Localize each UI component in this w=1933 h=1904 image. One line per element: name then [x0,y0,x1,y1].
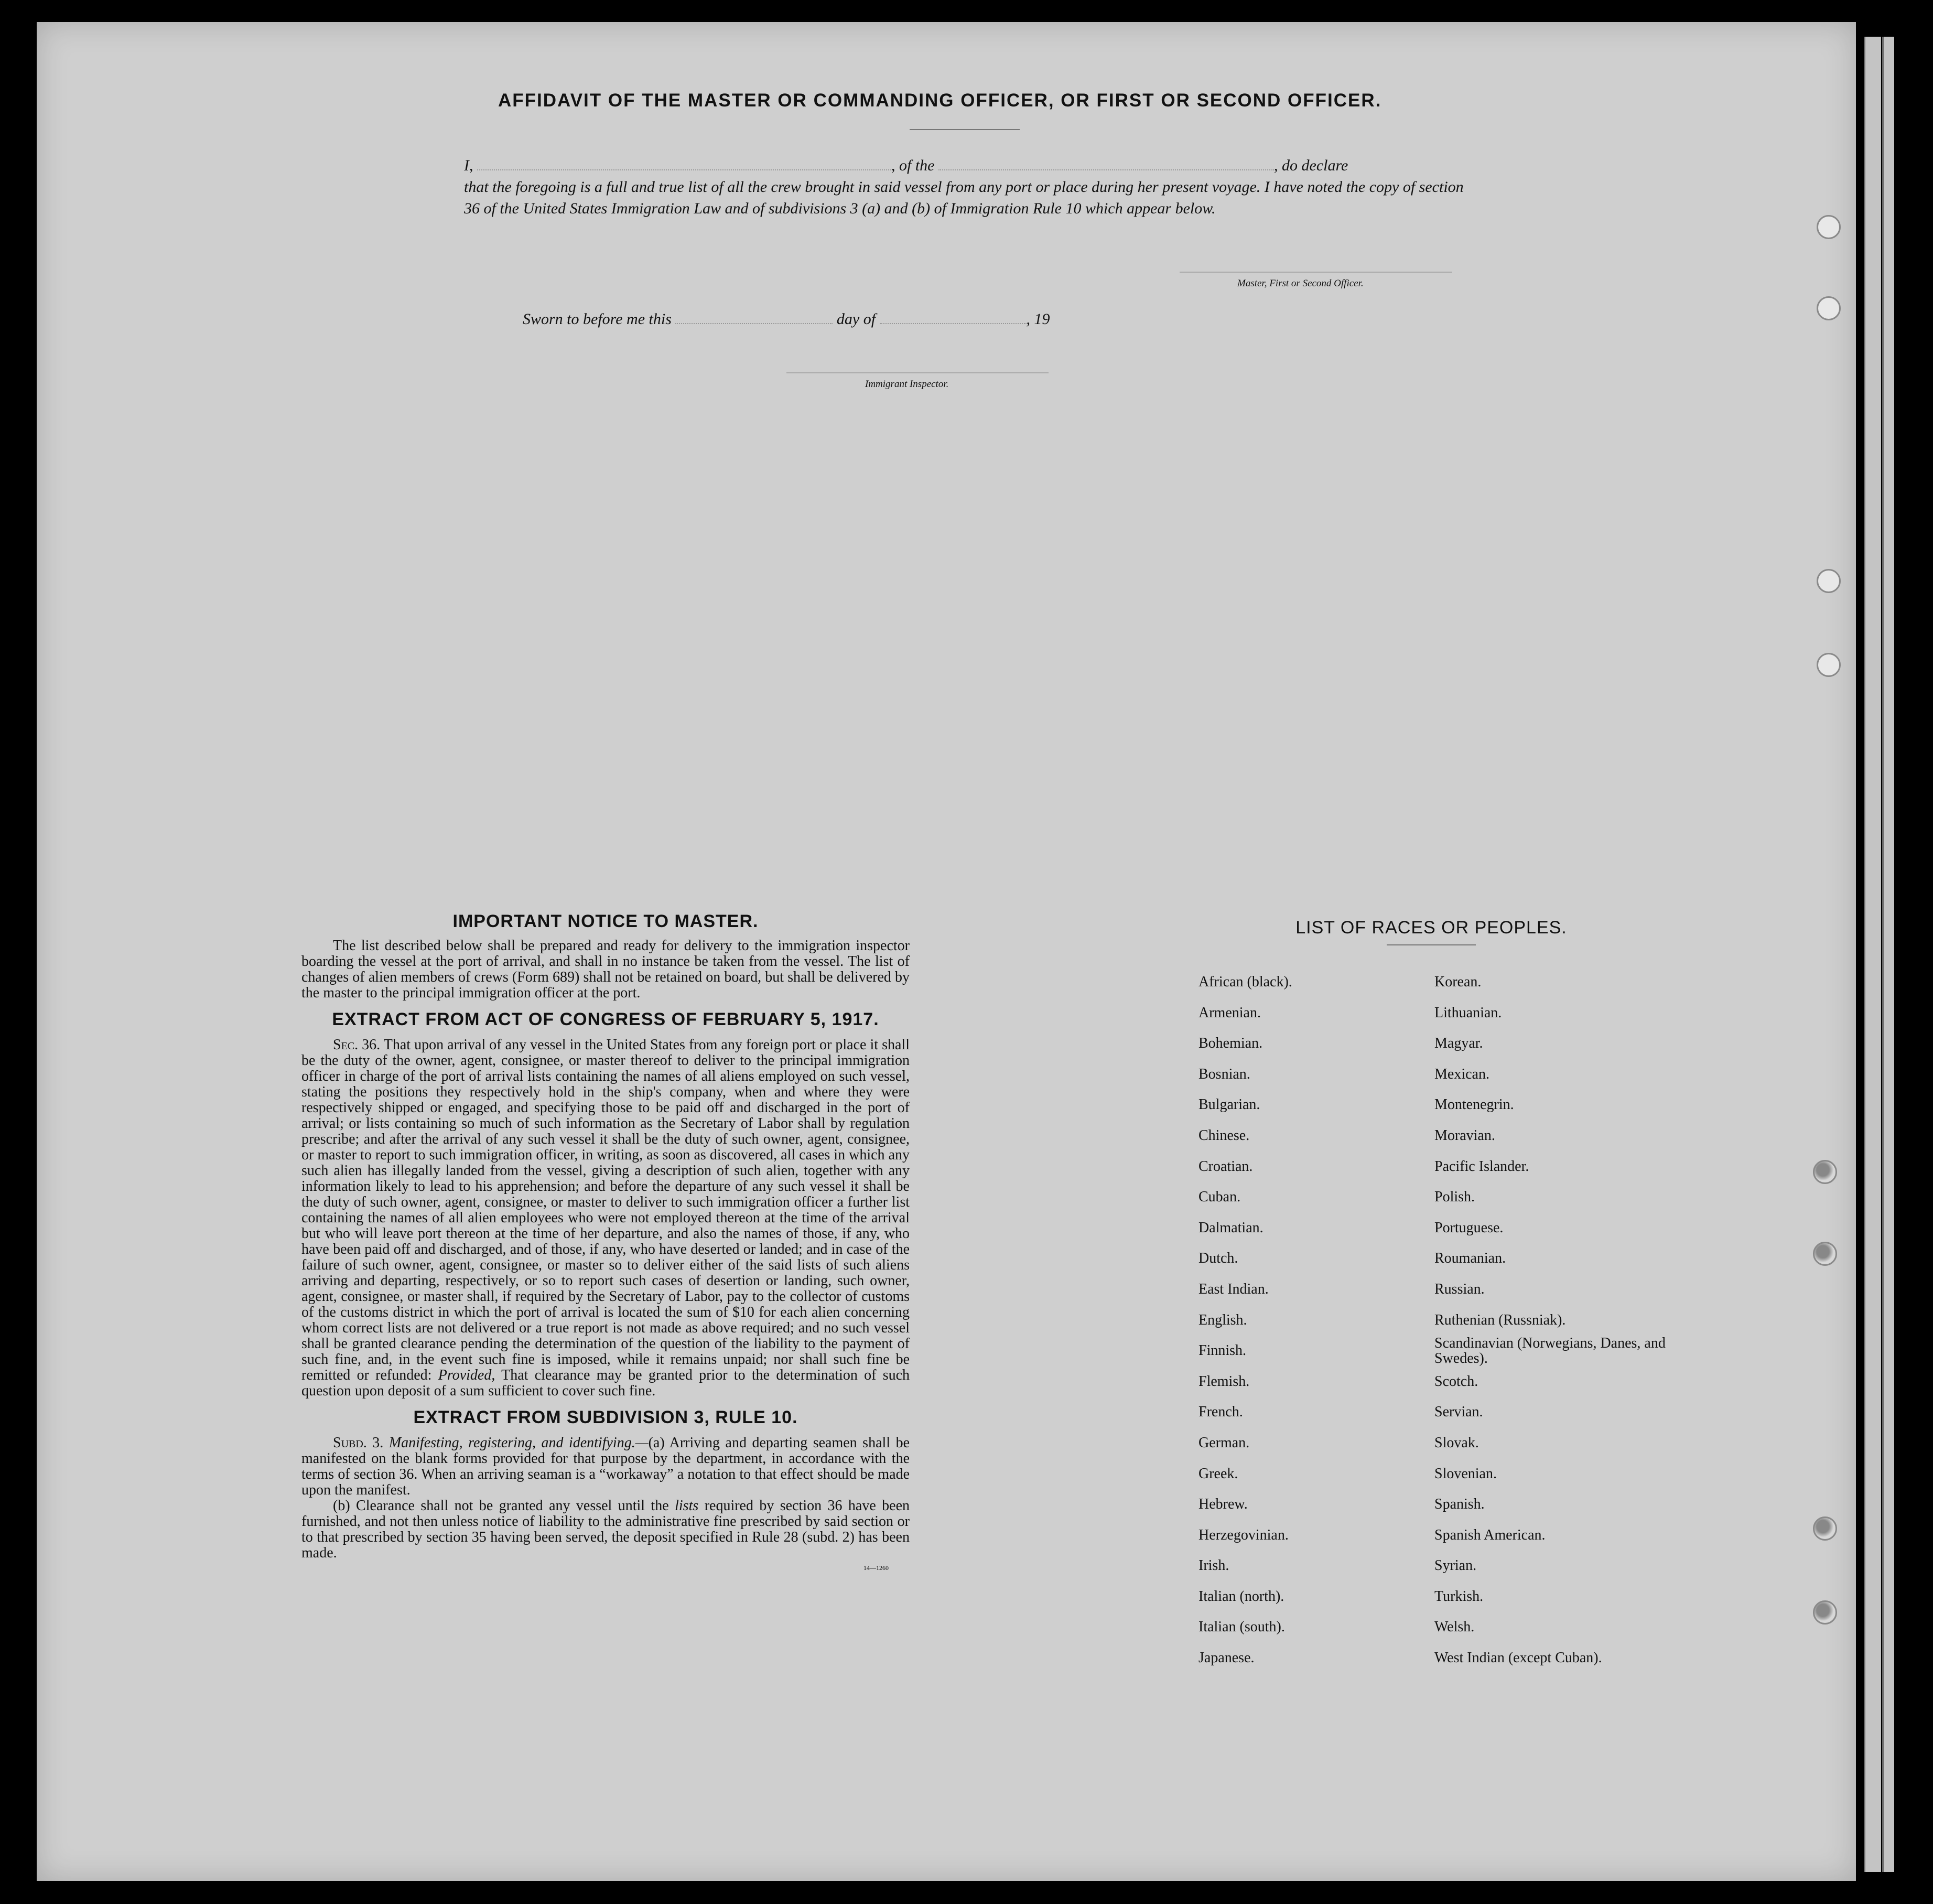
name-blank[interactable] [477,158,891,170]
affidavit-statement: that the foregoing is a full and true list of all the crew brought in said vessel from any port or place during her present voyage. I have noted the copy of section 36 of the United States Immigration Law and of subdivisions 3 (a) and (b) of Immigration Rule 10 which appear below. [464,178,1464,217]
signature-line[interactable] [1180,272,1452,273]
extract-rule-title: EXTRACT FROM SUBDIVISION 3, RULE 10. [413,1407,798,1427]
race-item: Bohemian. [1198,1035,1263,1052]
race-item: Greek. [1198,1465,1238,1482]
form-number: 14—1260 [863,1564,889,1572]
race-item: Portuguese. [1434,1219,1504,1236]
race-item: Flemish. [1198,1373,1250,1390]
binder-hole-icon [1813,1160,1837,1184]
race-item: Bulgarian. [1198,1096,1260,1113]
race-item: Armenian. [1198,1004,1261,1021]
race-item: Spanish American. [1434,1526,1546,1543]
title-divider [910,129,1020,130]
race-item: Korean. [1434,974,1482,990]
binder-hole-icon [1813,1516,1837,1541]
subdivision-b-text [301,1498,910,1561]
sworn-label: Sworn to before me this [523,310,672,328]
notice-title: IMPORTANT NOTICE TO MASTER. [452,911,759,931]
subd-para-b-end: required by section 36 have been furnished, and not then unless notice of liability to the administrative fine prescribed by said section or to that prescribed by section 35 having been served, the deposit specified in Rule 28 (subd. 2) has been made. [301,1498,910,1561]
race-item: Scotch. [1434,1373,1478,1390]
subd-heading: Manifesting, registering, and identifying.— [388,1435,649,1451]
races-right-column [1434,967,1676,1674]
race-item: Scandinavian (Norwegians, Danes, and Swedes). [1434,1335,1666,1367]
race-item: Cuban. [1198,1189,1241,1206]
race-item: Magyar. [1434,1035,1483,1052]
race-item: Turkish. [1434,1588,1484,1605]
race-item: Chinese. [1198,1127,1250,1144]
race-item: Japanese. [1198,1650,1255,1666]
race-item: Hebrew. [1198,1496,1248,1513]
provided-label: Provided, [438,1367,495,1383]
month-blank[interactable] [880,311,1027,324]
binder-hole-icon [1817,215,1841,239]
inspector-label: Immigrant Inspector. [865,379,949,390]
affidavit-do-declare: , do declare [1274,157,1348,174]
race-item: Russian. [1434,1281,1485,1297]
race-item: Croatian. [1198,1158,1253,1175]
affidavit-of-the: , of the [891,157,935,174]
subd-para-b-start: (b) Clearance shall not be granted any vessel until the [333,1498,669,1514]
affidavit-declaration-line [464,155,1476,176]
race-item: Moravian. [1434,1127,1495,1144]
binder-hole-icon [1817,569,1841,593]
race-item: Italian (south). [1198,1619,1285,1636]
subd-para-a: (a) Arriving and departing seamen shall be manifested on the blank forms provided for that purpose by the department, in accordance with the terms of section 36. When an arriving seaman is a “workaway” a notation to that effect should be made upon the manifest. [301,1435,910,1498]
binder-hole-icon [1817,653,1841,677]
binder-hole-icon [1817,296,1841,320]
sworn-line [523,310,1050,328]
year-label: , 19 [1026,310,1050,328]
race-item: Polish. [1434,1189,1475,1206]
affidavit-i: I, [464,157,473,174]
races-title: LIST OF RACES OR PEOPLES. [1295,918,1567,938]
race-item: French. [1198,1404,1243,1421]
race-item: Slovenian. [1434,1465,1497,1482]
section-label: Sec. 36. [333,1037,381,1053]
race-item: Dutch. [1198,1250,1238,1267]
notice-body: The list described below shall be prepared and ready for delivery to the immigration inspector boarding the vessel at the port of arrival, and shall in no instance be taken from the vessel. The list of changes of alien members of crews (Form 689) shall not be retained on board, but shall be delivered by the master to the principal immigration officer at the port. [301,938,910,1001]
day-of-label: day of [836,310,876,328]
race-item: Servian. [1434,1404,1483,1421]
race-item: English. [1198,1311,1247,1328]
race-item: Irish. [1198,1557,1229,1574]
race-item: German. [1198,1434,1250,1451]
section-36-body: That upon arrival of any vessel in the United States from any foreign port or place it shall be the duty of the owner, agent, consignee, or master thereof to deliver to the principal immigration officer in charge of the port of arrival lists containing the names of all aliens employed on such vessel, stating the positions they respectively hold in the ship's company, when and where they were respectively shipped or engaged, and specifying those to be paid off and discharged in the port of arrival; or lists containing so much of such information as the Secretary of Labor shall by regulation prescribe; and after the arrival of any such vessel it shall be the duty of such owner, agent, consignee, or master to report to such immigration officer, in writing, as soon as discovered, all cases in which any such alien has illegally landed from the vessel, giving a description of such alien, together with any information likely to lead to his apprehension; and before the departure of any such vessel it shall be the duty of such owner, agent, consignee, or master to deliver to such immigration officer a further list containing the names of all alien employees who were not employed thereon at the time of the arrival but who will leave port thereon at the time of her departure, and also the names of those, if any, who have been paid off and discharged, and of those, if any, who have deserted or landed; and in case of the failure of such owner, agent, consignee, or master so to deliver either of the said lists of such aliens arriving and departing, respectively, or so to report such cases of desertion or landing, such owner, agent, consignee, or master shall, if required by the Secretary of Labor, pay to the collector of customs of the customs district in which the port of arrival is located the sum of $10 for each alien concerning whom correct lists are not delivered or a true report is not made as above required; and no such vessel shall be granted clearance pending the determination of the question of the liability to the payment of such fine, and, in the event such fine is imposed, while it remains unpaid; nor shall such fine be remitted or refunded: [301,1037,910,1383]
race-item: Mexican. [1434,1066,1489,1082]
race-item: Herzegovinian. [1198,1526,1289,1543]
race-item: Spanish. [1434,1496,1485,1513]
race-item: Italian (north). [1198,1588,1284,1605]
affidavit-title: AFFIDAVIT OF THE MASTER OR COMMANDING OFFICER, OR FIRST OR SECOND OFFICER. [498,90,1382,111]
race-item: Finnish. [1198,1342,1247,1359]
race-item: Syrian. [1434,1557,1477,1574]
affidavit-body [464,155,1476,219]
page-edge [1882,37,1894,1872]
section-36-text [301,1037,910,1399]
race-item: East Indian. [1198,1281,1269,1297]
race-item: Montenegrin. [1434,1096,1514,1113]
race-item: Slovak. [1434,1434,1479,1451]
race-item: Welsh. [1434,1619,1475,1636]
races-left-column [1198,967,1292,1674]
race-item: Bosnian. [1198,1066,1250,1082]
race-item: Lithuanian. [1434,1004,1502,1021]
race-item: Pacific Islander. [1434,1158,1529,1175]
binder-hole-icon [1813,1242,1837,1266]
subd-label: Subd. 3. [333,1435,384,1451]
page-edge [1864,37,1881,1872]
notice-column [301,911,910,1572]
race-item: West Indian (except Cuban). [1434,1650,1602,1666]
binder-hole-icon [1813,1600,1837,1625]
vessel-blank[interactable] [938,158,1274,170]
section-36-end: That clearance may be granted prior to the determination of such question upon deposit of a sum sufficient to cover such fine. [301,1367,910,1399]
races-list [1195,918,1667,1666]
race-item: Dalmatian. [1198,1219,1264,1236]
signature-label: Master, First or Second Officer. [1237,278,1364,289]
subdivision-a-text [301,1435,910,1498]
subd-para-b-lists: lists [675,1498,699,1514]
extract-act-title: EXTRACT FROM ACT OF CONGRESS OF FEBRUARY 5, 1917. [332,1009,879,1029]
day-blank[interactable] [675,311,833,324]
race-item: Ruthenian (Russniak). [1434,1311,1566,1328]
race-item: African (black). [1198,974,1292,990]
race-item: Roumanian. [1434,1250,1506,1267]
races-divider [1387,944,1476,945]
inspector-signature-line[interactable] [786,372,1049,373]
